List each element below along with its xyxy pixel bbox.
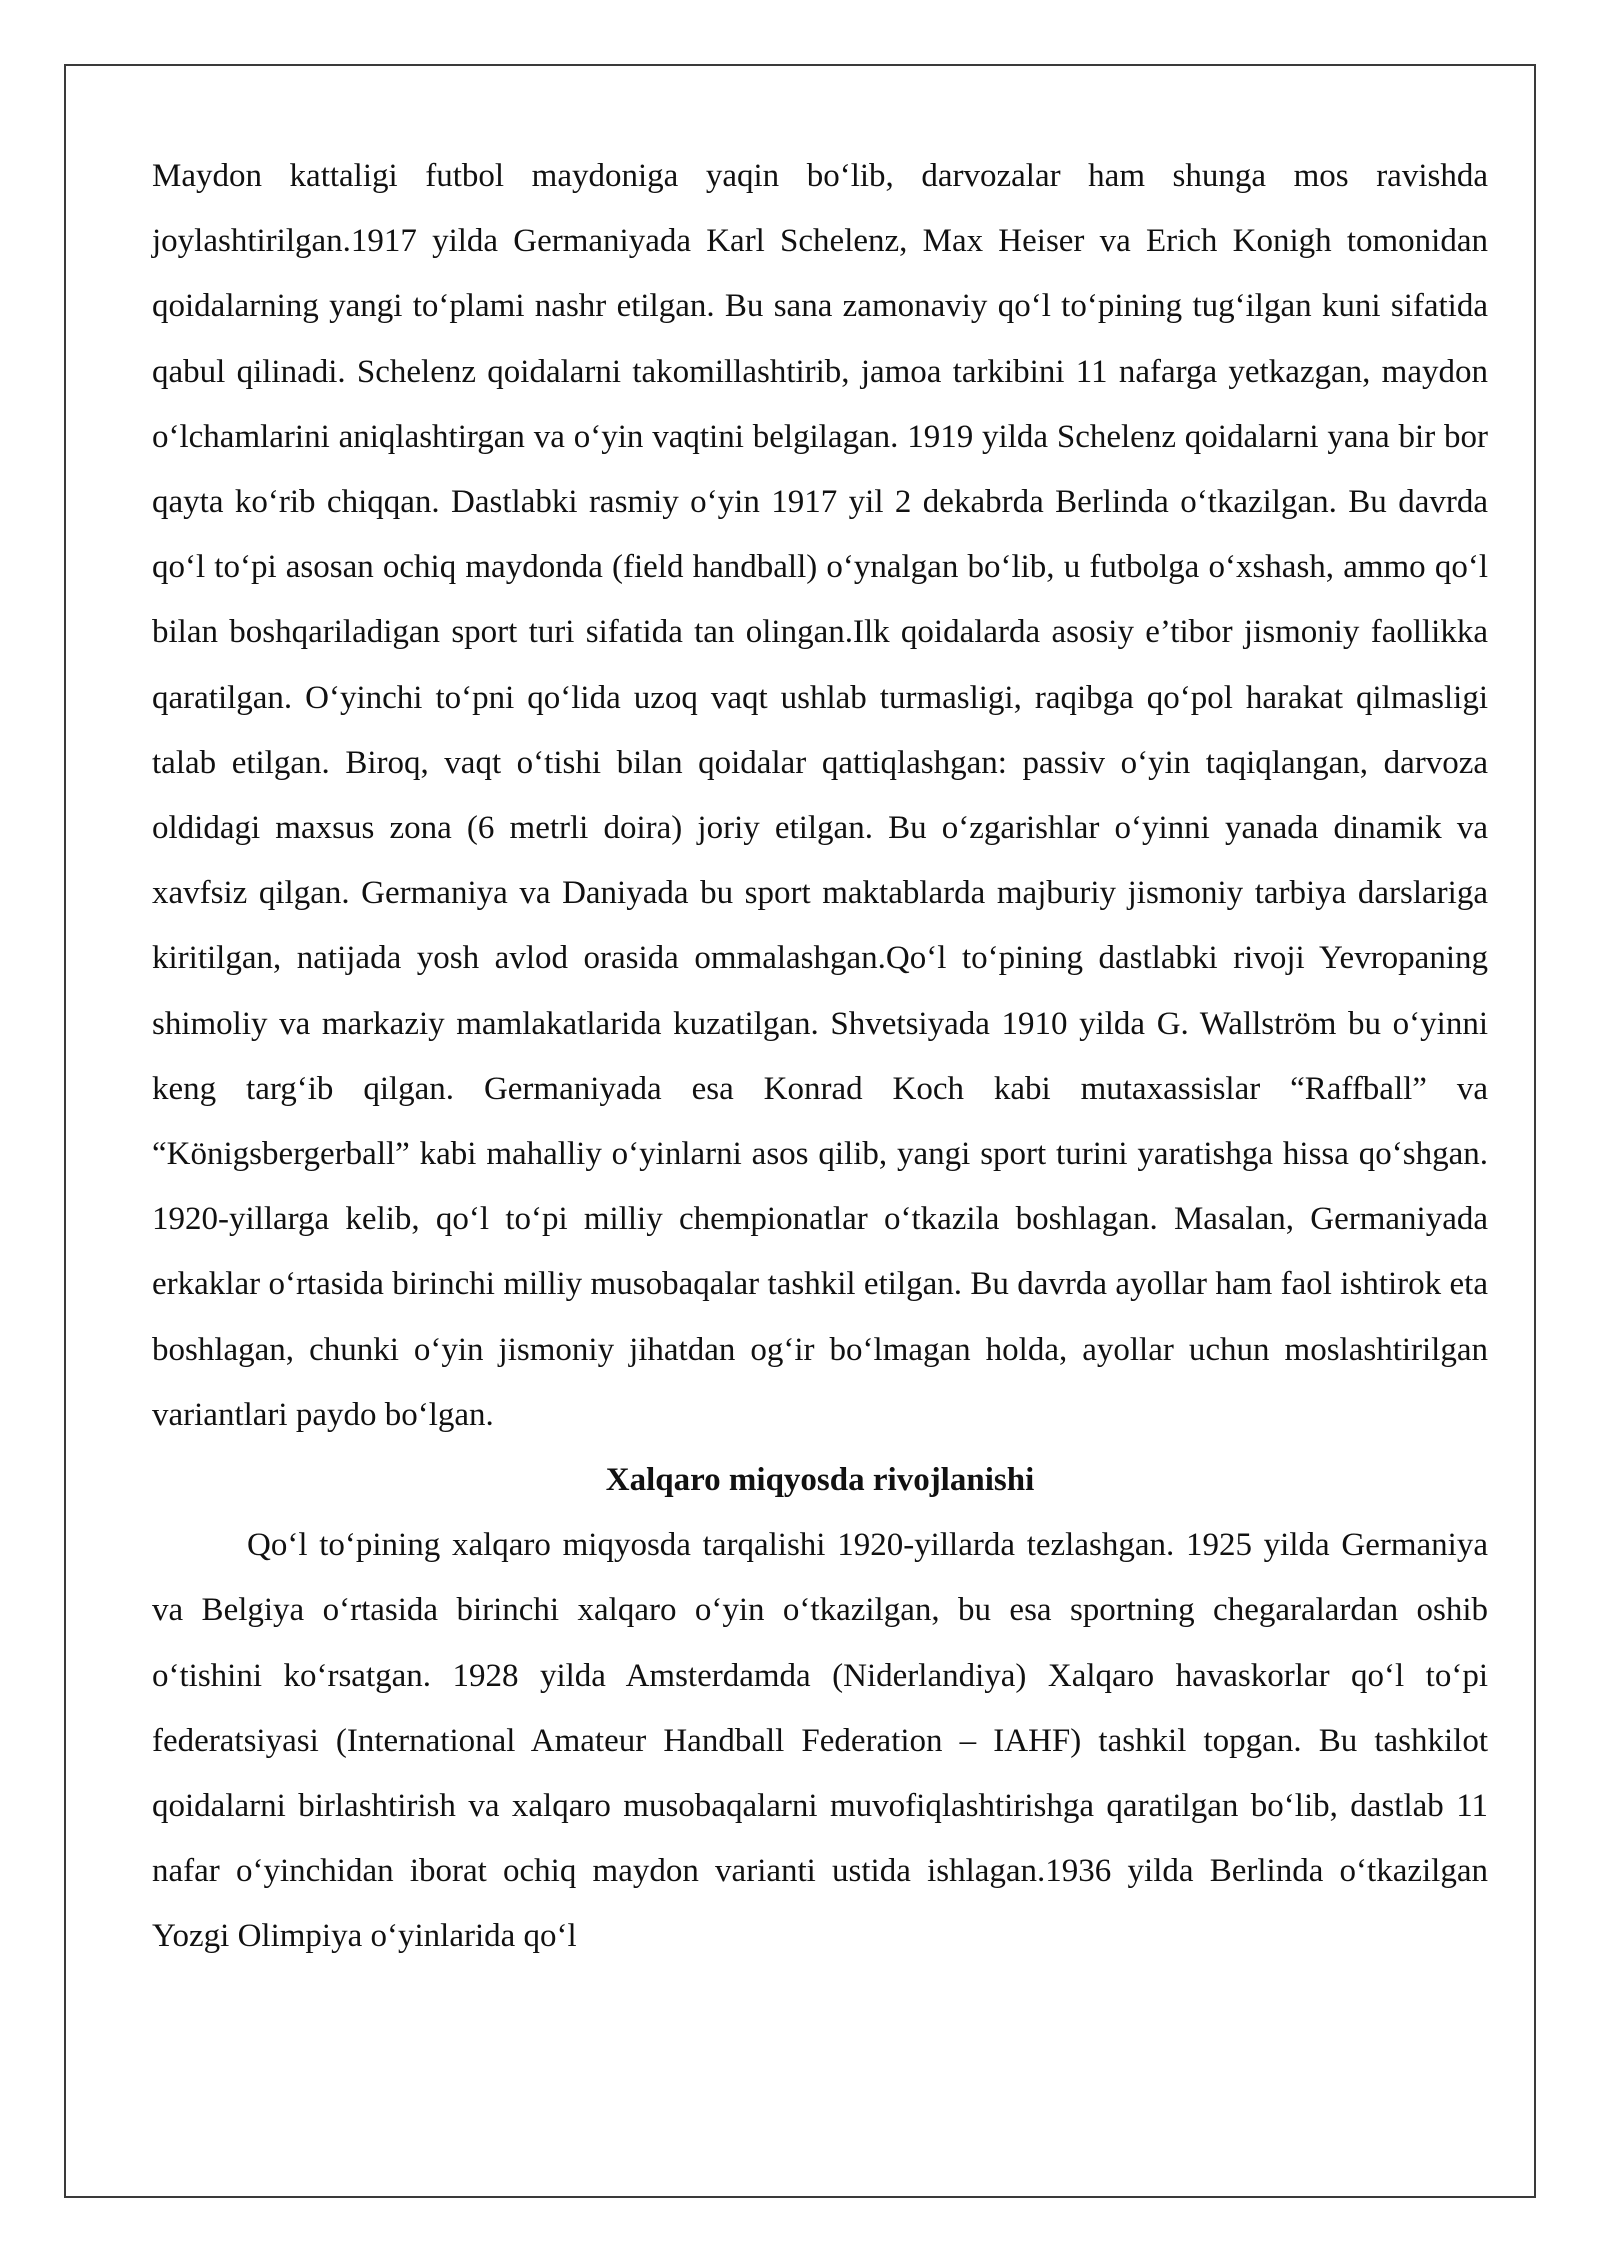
document-body [152,144,1488,1970]
body-paragraph: Maydon kattaligi futbol maydoniga yaqin bo‘lib, darvozalar ham shunga mos ravishda joylashtirilgan.1917 yilda Germaniyada Karl Schelenz, Max Heiser va Erich Konigh tomonidan qoidalarning yangi to‘plami nashr etilgan. Bu sana zamonaviy qo‘l to‘pining tug‘ilgan kuni sifatida qabul qilinadi. Schelenz qoidalarni takomillashtirib, jamoa tarkibini 11 nafarga yetkazgan, maydon o‘lchamlarini aniqlashtirgan va o‘yin vaqtini belgilagan. 1919 yilda Schelenz qoidalarni yana bir bor qayta ko‘rib chiqqan. Dastlabki rasmiy o‘yin 1917 yil 2 dekabrda Berlinda o‘tkazilgan. Bu davrda qo‘l to‘pi asosan ochiq maydonda (field handball) o‘ynalgan bo‘lib, u futbolga o‘xshash, ammo qo‘l bilan boshqariladigan sport turi sifatida tan olingan.Ilk qoidalarda asosiy e’tibor jismoniy faollikka qaratilgan. O‘yinchi to‘pni qo‘lida uzoq vaqt ushlab turmasligi, raqibga qo‘pol harakat qilmasligi talab etilgan. Biroq, vaqt o‘tishi bilan qoidalar qattiqlashgan: passiv o‘yin taqiqlangan, darvoza oldidagi maxsus zona (6 metrli doira) joriy etilgan. Bu o‘zgarishlar o‘yinni yanada dinamik va xavfsiz qilgan. Germaniya va Daniyada bu sport maktablarda majburiy jismoniy tarbiya darslariga kiritilgan, natijada yosh avlod orasida ommalashgan.Qo‘l to‘pining dastlabki rivoji Yevropaning shimoliy va markaziy mamlakatlarida kuzatilgan. Shvetsiyada 1910 yilda G. Wallström bu o‘yinni keng targ‘ib qilgan. Germaniyada esa Konrad Koch kabi mutaxassislar “Raffball” va “Königsbergerball” kabi mahalliy o‘yinlarni asos qilib, yangi sport turini yaratishga hissa qo‘shgan. 1920-yillarga kelib, qo‘l to‘pi milliy chempionatlar o‘tkazila boshlagan. Masalan, Germaniyada erkaklar o‘rtasida birinchi milliy musobaqalar tashkil etilgan. Bu davrda ayollar ham faol ishtirok eta boshlagan, chunki o‘yin jismoniy jihatdan og‘ir bo‘lmagan holda, ayollar uchun moslashtirilgan variantlari paydo bo‘lgan. [152,158,1488,1433]
body-paragraph: Qo‘l to‘pining xalqaro miqyosda tarqalishi 1920-yillarda tezlashgan. 1925 yilda Germaniya va Belgiya o‘rtasida birinchi xalqaro o‘yin o‘tkazilgan, bu esa sportning chegaralardan oshib o‘tishini ko‘rsatgan. 1928 yilda Amsterdamda (Niderlandiya) Xalqaro havaskorlar qo‘l to‘pi federatsiyasi (International Amateur Handball Federation – IAHF) tashkil topgan. Bu tashkilot qoidalarni birlashtirish va xalqaro musobaqalarni muvofiqlashtirishga qaratilgan bo‘lib, dastlab 11 nafar o‘yinchidan iborat ochiq maydon varianti ustida ishlagan.1936 yilda Berlinda o‘tkazilgan Yozgi Olimpiya o‘yinlarida qo‘l [152,1527,1488,1955]
section-heading: Xalqaro miqyosda rivojlanishi [605,1462,1035,1499]
